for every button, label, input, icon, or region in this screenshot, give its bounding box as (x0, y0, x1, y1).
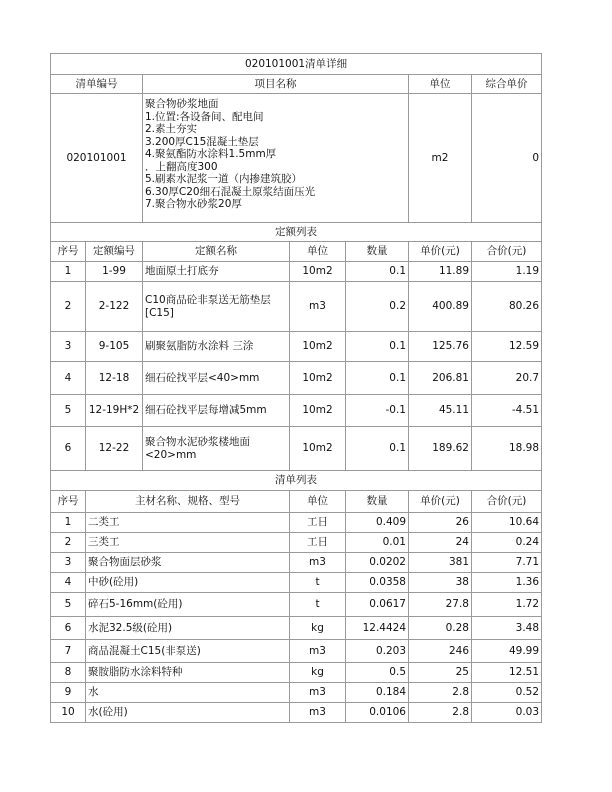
quota-total: 80.26 (472, 282, 542, 332)
material-qty: 0.0617 (346, 593, 409, 617)
material-qty: 0.0202 (346, 553, 409, 573)
quota-header-name: 定额名称 (143, 242, 290, 262)
quota-name: 细石砼找平层<40>mm (143, 362, 290, 395)
quota-price: 189.62 (409, 427, 472, 471)
material-name: 商品混凝土C15(非泵送) (86, 640, 290, 663)
material-name: 二类工 (86, 513, 290, 533)
quota-code: 12-19H*2 (86, 395, 143, 427)
quota-seq: 4 (51, 362, 86, 395)
material-unit: kg (290, 663, 346, 683)
quota-price: 11.89 (409, 262, 472, 282)
bill-detail-table (50, 53, 542, 723)
material-section-title: 清单列表 (51, 471, 542, 491)
quota-name: 刷聚氨脂防水涂料 三涂 (143, 332, 290, 362)
material-qty: 0.5 (346, 663, 409, 683)
material-header-name: 主材名称、规格、型号 (86, 491, 290, 513)
quota-total: 18.98 (472, 427, 542, 471)
quota-seq: 2 (51, 282, 86, 332)
material-total: 1.72 (472, 593, 542, 617)
header-name: 项目名称 (143, 75, 409, 94)
quota-seq: 3 (51, 332, 86, 362)
material-qty: 0.203 (346, 640, 409, 663)
material-unit: m3 (290, 553, 346, 573)
quota-total: 12.59 (472, 332, 542, 362)
material-total: 7.71 (472, 553, 542, 573)
quota-code: 12-18 (86, 362, 143, 395)
material-price: 24 (409, 533, 472, 553)
material-seq: 3 (51, 553, 86, 573)
quota-unit: 10m2 (290, 427, 346, 471)
material-name: 水(砼用) (86, 703, 290, 723)
quota-qty: -0.1 (346, 395, 409, 427)
material-qty: 0.409 (346, 513, 409, 533)
material-qty: 0.01 (346, 533, 409, 553)
material-price: 2.8 (409, 703, 472, 723)
material-price: 2.8 (409, 683, 472, 703)
quota-row (51, 395, 542, 427)
quota-row (51, 427, 542, 471)
quota-name: C10商品砼非泵送无筋垫层 [C15] (143, 282, 290, 332)
quota-row (51, 332, 542, 362)
material-name: 碎石5-16mm(砼用) (86, 593, 290, 617)
quota-qty: 0.2 (346, 282, 409, 332)
material-row (51, 573, 542, 593)
quota-total: 1.19 (472, 262, 542, 282)
quota-unit: m3 (290, 282, 346, 332)
material-name: 聚合物面层砂浆 (86, 553, 290, 573)
material-name: 中砂(砼用) (86, 573, 290, 593)
material-row (51, 553, 542, 573)
quota-seq: 6 (51, 427, 86, 471)
item-code: 020101001 (51, 94, 143, 223)
item-price: 0 (472, 94, 542, 223)
material-header-price: 单价(元) (409, 491, 472, 513)
material-seq: 10 (51, 703, 86, 723)
material-price: 246 (409, 640, 472, 663)
material-price: 38 (409, 573, 472, 593)
quota-price: 125.76 (409, 332, 472, 362)
material-total: 3.48 (472, 617, 542, 640)
quota-qty: 0.1 (346, 362, 409, 395)
quota-unit: 10m2 (290, 362, 346, 395)
material-header-unit: 单位 (290, 491, 346, 513)
material-total: 49.99 (472, 640, 542, 663)
quota-qty: 0.1 (346, 262, 409, 282)
quota-row (51, 262, 542, 282)
quota-header-total: 合价(元) (472, 242, 542, 262)
quota-qty: 0.1 (346, 427, 409, 471)
material-unit: m3 (290, 683, 346, 703)
material-row (51, 663, 542, 683)
quota-header-code: 定额编号 (86, 242, 143, 262)
material-qty: 0.184 (346, 683, 409, 703)
header-price: 综合单价 (472, 75, 542, 94)
material-seq: 4 (51, 573, 86, 593)
material-row (51, 617, 542, 640)
quota-total: -4.51 (472, 395, 542, 427)
quota-row (51, 362, 542, 395)
material-header-total: 合价(元) (472, 491, 542, 513)
material-total: 0.52 (472, 683, 542, 703)
material-unit: kg (290, 617, 346, 640)
quota-price: 400.89 (409, 282, 472, 332)
material-name: 聚胺脂防水涂料特种 (86, 663, 290, 683)
quota-row (51, 282, 542, 332)
material-name: 水泥32.5级(砼用) (86, 617, 290, 640)
material-row (51, 513, 542, 533)
material-total: 0.03 (472, 703, 542, 723)
quota-code: 12-22 (86, 427, 143, 471)
material-price: 26 (409, 513, 472, 533)
material-header-seq: 序号 (51, 491, 86, 513)
quota-name: 聚合物水泥砂浆楼地面 <20>mm (143, 427, 290, 471)
material-total: 12.51 (472, 663, 542, 683)
quota-total: 20.7 (472, 362, 542, 395)
quota-seq: 5 (51, 395, 86, 427)
material-seq: 7 (51, 640, 86, 663)
material-unit: m3 (290, 640, 346, 663)
quota-name: 地面原土打底夯 (143, 262, 290, 282)
quota-qty: 0.1 (346, 332, 409, 362)
quota-code: 1-99 (86, 262, 143, 282)
material-unit: 工日 (290, 513, 346, 533)
material-price: 381 (409, 553, 472, 573)
material-header-qty: 数量 (346, 491, 409, 513)
table-title: 020101001清单详细 (51, 54, 542, 75)
quota-price: 45.11 (409, 395, 472, 427)
material-qty: 0.0106 (346, 703, 409, 723)
quota-unit: 10m2 (290, 262, 346, 282)
material-qty: 0.0358 (346, 573, 409, 593)
material-price: 25 (409, 663, 472, 683)
material-row (51, 683, 542, 703)
quota-header-qty: 数量 (346, 242, 409, 262)
material-row (51, 703, 542, 723)
material-name: 水 (86, 683, 290, 703)
material-unit: 工日 (290, 533, 346, 553)
material-unit: t (290, 573, 346, 593)
quota-section-title: 定额列表 (51, 223, 542, 242)
material-seq: 9 (51, 683, 86, 703)
material-seq: 2 (51, 533, 86, 553)
material-seq: 6 (51, 617, 86, 640)
material-qty: 12.4424 (346, 617, 409, 640)
material-total: 1.36 (472, 573, 542, 593)
material-name: 三类工 (86, 533, 290, 553)
quota-header-price: 单价(元) (409, 242, 472, 262)
material-unit: m3 (290, 703, 346, 723)
quota-code: 2-122 (86, 282, 143, 332)
material-unit: t (290, 593, 346, 617)
material-seq: 5 (51, 593, 86, 617)
material-price: 27.8 (409, 593, 472, 617)
material-price: 0.28 (409, 617, 472, 640)
material-total: 0.24 (472, 533, 542, 553)
quota-code: 9-105 (86, 332, 143, 362)
quota-header-seq: 序号 (51, 242, 86, 262)
material-row (51, 593, 542, 617)
quota-unit: 10m2 (290, 332, 346, 362)
quota-price: 206.81 (409, 362, 472, 395)
material-row (51, 533, 542, 553)
quota-header-unit: 单位 (290, 242, 346, 262)
material-row (51, 640, 542, 663)
material-total: 10.64 (472, 513, 542, 533)
quota-seq: 1 (51, 262, 86, 282)
item-description: 聚合物砂浆地面 1.位置:各设备间、配电间 2.素土夯实 3.200厚C15混凝土垫层 4.聚氨酯防水涂料1.5mm厚 ．上翻高度300 5.刷素水泥浆一道（内掺建筑胶） 6.30厚C20细石混凝土原浆结面压光 7.聚合物水砂浆20厚 (143, 94, 409, 223)
header-unit: 单位 (409, 75, 472, 94)
quota-name: 细石砼找平层每增减5mm (143, 395, 290, 427)
quota-unit: 10m2 (290, 395, 346, 427)
material-seq: 1 (51, 513, 86, 533)
item-unit: m2 (409, 94, 472, 223)
header-code: 清单编号 (51, 75, 143, 94)
material-seq: 8 (51, 663, 86, 683)
